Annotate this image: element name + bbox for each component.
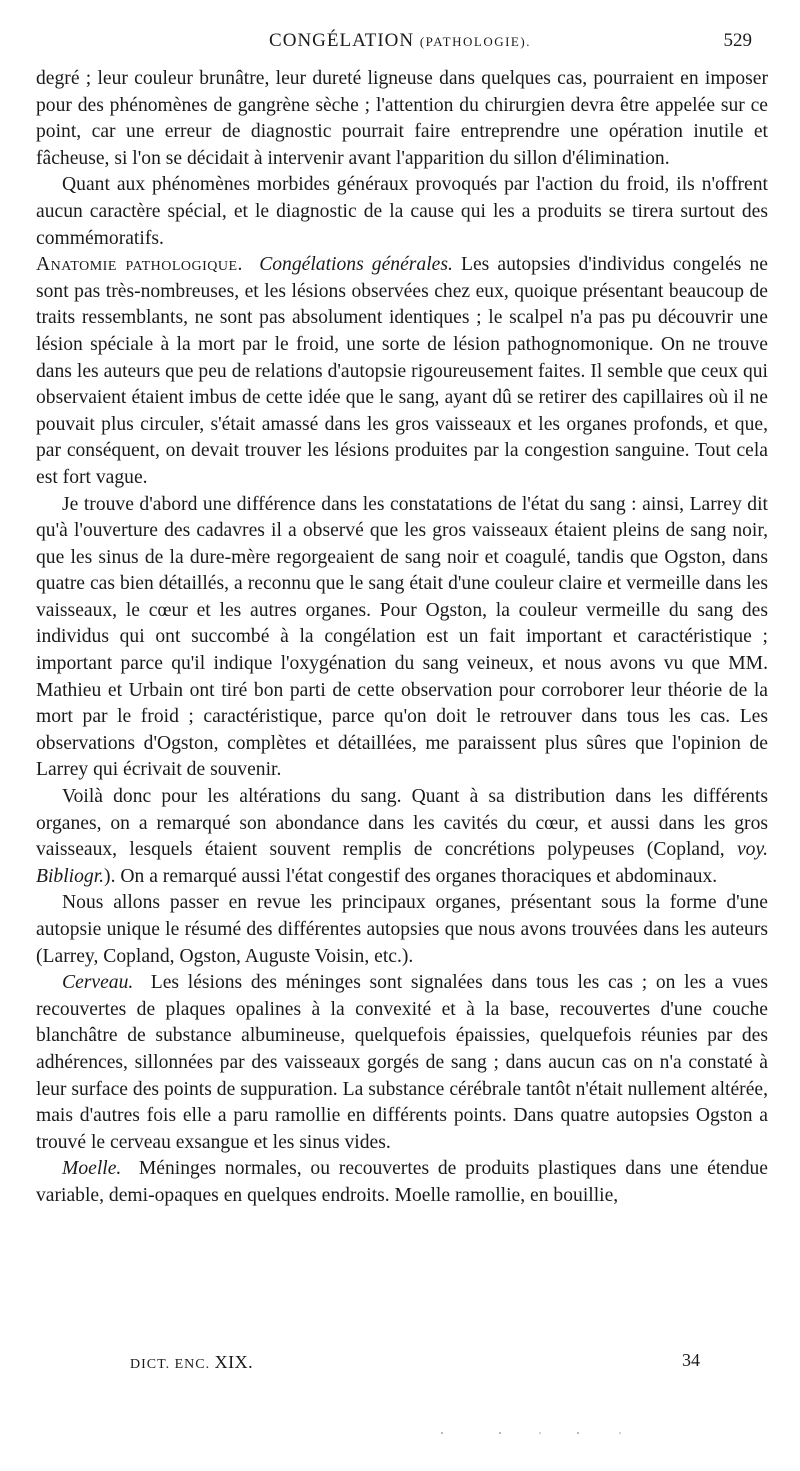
printer-signature bbox=[130, 1352, 253, 1373]
moelle-text: Méninges normales, ou recouvertes de produits plastiques dans une étendue variable, demi-opaques en quelques endroits. Moelle ramollie, en bouillie, bbox=[36, 1158, 768, 1206]
bibliogr-abbrev: Bibliogr. bbox=[36, 865, 105, 887]
paragraph-moelle bbox=[36, 1156, 768, 1209]
running-header bbox=[40, 30, 760, 58]
subheading-congelations-generales: Congélations générales. bbox=[259, 254, 453, 276]
subheading-cerveau: Cerveau. bbox=[62, 972, 134, 994]
running-title bbox=[40, 30, 760, 52]
sheet-number: 34 bbox=[682, 1350, 700, 1370]
paragraph-anatomy bbox=[36, 252, 768, 491]
signature-volume: XIX. bbox=[214, 1352, 254, 1372]
section-label-anatomie: Anatomie pathologique. bbox=[36, 254, 243, 276]
scan-specks bbox=[430, 1430, 670, 1436]
paragraph-cerveau bbox=[36, 970, 768, 1156]
main-text bbox=[36, 66, 768, 1210]
cerveau-text: Les lésions des méninges sont signalées dans tous les cas ; on les a vues recouvertes de plaques opalines à la convexité et à la base, recouvertes d'une couche blanchâtre de substance albumineuse, quelquefois épaissies, quelquefois réunies par des adhérences, sillonnées par des vaisseaux gorgés de sang ; dans aucun cas on n'a constaté à leur surface des points de suppuration. La substance cérébrale tantôt n'était nullement altérée, mais d'autres fois elle a paru ramollie en différents points. Dans quatre autopsies Ogston a trouvé le cerveau exsangue et les sinus vides. bbox=[36, 972, 769, 1153]
paragraph-review: Nous allons passer en revue les principaux organes, présentant sous la forme d'une autopsie unique le résumé des différentes autopsies que nous avons trouvées dans les auteurs (Larrey, Copland, Ogston, Auguste Voisin, etc.). bbox=[36, 892, 768, 967]
voy-abbrev: voy. bbox=[736, 839, 768, 861]
paragraph-continued: degré ; leur couleur brunâtre, leur dureté ligneuse dans quelques cas, pourraient en imposer pour des phénomènes de gangrène sèche ; l'attention du chirurgien devra être appelée sur ce point, car une erreur de diagnostic pourrait faire entreprendre une opération inutile et fâcheuse, si l'on se décidait à intervenir avant l'apparition du sillon d'élimination. bbox=[36, 68, 768, 169]
page-number: 529 bbox=[723, 30, 752, 51]
page-footer bbox=[130, 1350, 700, 1376]
running-title-main: CONGÉLATION bbox=[269, 30, 415, 51]
paragraph-distribution bbox=[36, 784, 768, 890]
running-title-sub: (PATHOLOGIE). bbox=[419, 34, 531, 49]
paragraph-general-phenomena: Quant aux phénomènes morbides généraux provoqués par l'action du froid, ils n'offrent aucun caractère spécial, et le diagnostic de la cause qui les a produits se tirera surtout des commémoratifs. bbox=[36, 174, 768, 249]
distribution-text-before: Voilà donc pour les altérations du sang. Quant à sa distribution dans les différents organes, on a remarqué son abondance dans les cavités du cœur, et aussi dans les gros vaisseaux, lesquels étaient souvent remplis de concrétions polypeuses (Copland, bbox=[36, 786, 768, 861]
anatomy-text: Les autopsies d'individus congelés ne sont pas très-nombreuses, et les lésions observées chez eux, quoique présentant beaucoup de traits ressemblants, ne sont pas absolument identiques ; le scalpel n'a pas pu découvrir une lésion spéciale à la mort par le froid, une sorte de lésion pathognomonique. On ne trouve dans les auteurs que peu de relations d'autopsie rigoureusement faites. Il semble que ceux qui observaient étaient imbus de cette idée que le sang, ayant dû se retirer des capillaires où il ne pouvait plus circuler, s'était amassé dans les gros vaisseaux et les organes profonds, et que, par conséquent, on devait trouver les lésions produites par la congestion sanguine. Tout cela est fort vague. bbox=[36, 254, 769, 488]
paragraph-blood-findings: Je trouve d'abord une différence dans les constatations de l'état du sang : ainsi, Larrey dit qu'à l'ouverture des cadavres il a observé que les gros vaisseaux étaient pleins de sang noir, que les sinus de la dure-mère regorgeaient de sang noir et coagulé, tandis que Ogston, dans quatre cas bien détaillés, a reconnu que le sang était d'une couleur claire et vermeille dans les vaisseaux, le cœur et les autres organes. Pour Ogston, la couleur vermeille du sang des individus qui ont succombé à la congélation est un fait important et caractéristique ; important parce qu'il indique l'oxygénation du sang veineux, et nous avons vu que MM. Mathieu et Urbain ont tiré bon parti de cette observation pour corroborer leur théorie de la mort par le froid ; caractéristique, parce qu'on doit le retrouver dans tous les cas. Les observations d'Ogston, complètes et détaillées, me paraissent plus sûres que l'opinion de Larrey qui écrivait de souvenir. bbox=[36, 493, 768, 781]
subheading-moelle: Moelle. bbox=[62, 1158, 122, 1180]
signature-prefix: DICT. ENC. bbox=[130, 1357, 211, 1372]
distribution-text-after: ). On a remarqué aussi l'état congestif des organes thoraciques et abdominaux. bbox=[104, 865, 718, 887]
